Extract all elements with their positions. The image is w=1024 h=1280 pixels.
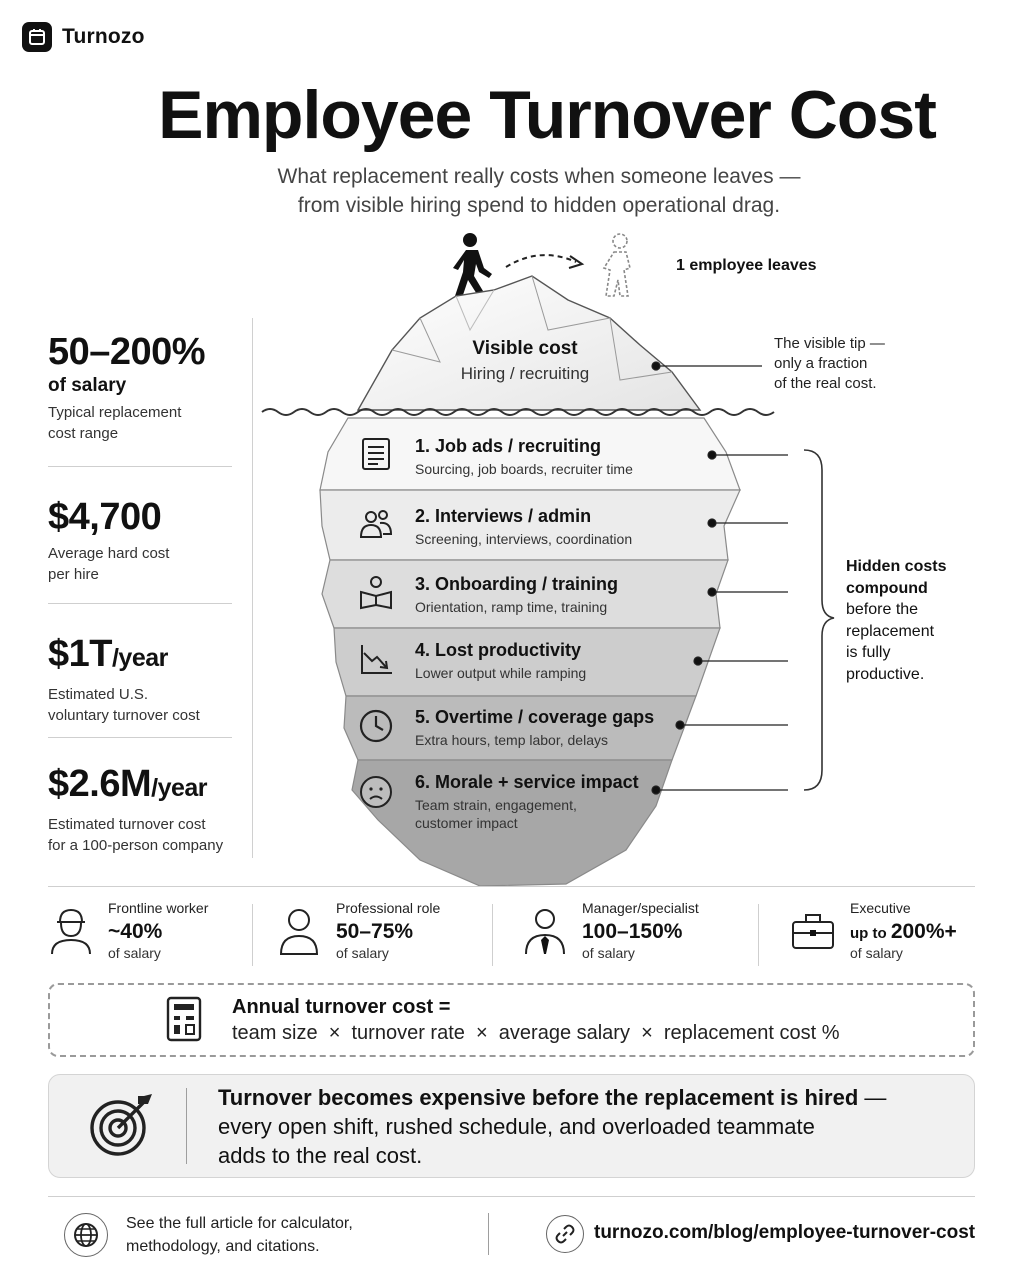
role-divider [252,904,253,966]
stat-desc [48,402,232,444]
stat-unit: /year [111,644,168,672]
layer-desc: Extra hours, temp labor, delays [415,732,608,748]
calculator-icon [164,996,204,1042]
tip-note [774,334,924,394]
formula-title: Annual turnover cost = [232,996,451,1018]
target-icon [88,1090,156,1158]
layer-onboarding [415,574,695,616]
callout-rest: — [858,1085,887,1110]
role-label: Manager/specialist [582,900,699,916]
role-label: Frontline worker [108,900,209,916]
person-icon [276,906,322,956]
role-executive [790,900,957,961]
stats-divider [252,318,253,858]
page-title: Employee Turnover Cost [158,77,936,153]
layer-title: 2. Interviews / admin [415,506,592,526]
layer-desc: Team strain, engagement, [415,797,577,813]
hidden-note-line: productive. [846,665,925,683]
footer-note [126,1212,353,1258]
hidden-note-line: before the [846,601,919,619]
role-divider [758,904,759,966]
role-value: 100–150% [582,920,683,943]
subtitle-line-1: What replacement really costs when someone leaves — [277,165,801,188]
layer-title: 4. Lost productivity [415,640,582,660]
briefcase-icon [790,906,836,956]
manager-icon [522,906,568,956]
link-icon[interactable] [546,1215,584,1253]
visible-cost-desc: Hiring / recruiting [460,364,590,383]
callout-text [218,1083,938,1170]
role-text [582,900,699,961]
stat-value [48,762,232,810]
bracket [804,450,834,790]
departed-person-icon [604,234,630,296]
role-text [108,900,208,961]
footer-note-line: methodology, and citations. [126,1238,320,1255]
role-sub: of salary [336,945,389,961]
role-prefix: up to [850,925,891,942]
layer-desc: Screening, interviews, coordination [415,531,633,547]
layer-desc: customer impact [415,815,518,831]
people-icon [358,506,394,542]
tip-note-line: of the real cost. [774,375,877,392]
layer-title: 1. Job ads / recruiting [415,436,602,456]
hidden-note-line: Hidden costs [846,558,947,575]
callout-line [218,1083,938,1112]
hidden-note-line: is fully [846,644,891,662]
subtitle-line-2: from visible hiring spend to hidden operational drag. [297,194,781,217]
stats-column [48,318,232,856]
layer-title: 3. Onboarding / training [415,574,619,594]
visible-cost-title: Visible cost [472,338,578,359]
divider [48,886,975,887]
layer-title: 6. Morale + service impact [415,772,639,792]
stat-hard-cost [48,467,232,603]
stat-desc-line: for a 100-person company [48,837,224,854]
role-label: Professional role [336,900,441,916]
role-text [336,900,440,961]
arrow-icon [506,255,582,268]
formula-expression: team size × turnover rate × average salary × replacement cost % [232,1022,840,1044]
role-value [850,920,957,944]
visible-cost-label [440,338,610,384]
callout-bold: Turnover becomes expensive before the replacement is hired [218,1085,859,1110]
article-link[interactable]: turnozo.com/blog/employee-turnover-cost [594,1222,976,1243]
stat-value: $4,700 [48,496,162,538]
stat-value: 50–200% [48,331,206,373]
stat-desc-line: per hire [48,566,99,583]
stat-unit: /year [151,774,208,802]
callout-line: every open shift, rushed schedule, and overloaded teammate [218,1114,815,1139]
stat-company-cost [48,738,232,856]
stat-desc-line: Typical replacement [48,404,182,421]
layer-title: 5. Overtime / coverage gaps [415,707,655,727]
hidden-note-line: compound [846,579,928,597]
globe-icon [64,1213,108,1257]
role-sub: of salary [850,945,903,961]
callout-line: adds to the real cost. [218,1143,423,1168]
layer-job-ads [415,436,695,478]
stat-desc [48,814,232,856]
stat-number: $1T [48,633,112,675]
stat-desc-line: cost range [48,425,119,442]
layer-desc: Sourcing, job boards, recruiter time [415,461,633,477]
stat-value [48,632,232,680]
role-text [850,900,957,961]
role-label: Executive [850,900,911,916]
layer-desc: Lower output while ramping [415,665,587,681]
worker-icon [48,906,94,956]
role-frontline [48,900,208,961]
stat-sub: of salary [48,375,127,396]
layer-lost-productivity [415,640,695,682]
stat-replacement-range [48,318,232,466]
stat-desc [48,684,232,726]
footer-note-line: See the full article for calculator, [126,1215,353,1232]
role-sub: of salary [582,945,635,961]
role-sub: of salary [108,945,161,961]
role-manager [522,900,699,961]
stat-desc [48,543,232,585]
layer-interviews [415,506,695,548]
stat-desc-line: Estimated turnover cost [48,816,206,833]
layer-desc: Orientation, ramp time, training [415,599,608,615]
role-number: 200%+ [890,920,957,943]
sad-face-icon [358,774,394,810]
role-value: ~40% [108,920,163,943]
reader-icon [358,575,394,611]
tip-note-line: The visible tip — [774,335,885,352]
trend-down-icon [358,641,394,677]
divider [48,1196,975,1197]
stat-desc-line: Estimated U.S. [48,686,149,703]
hidden-costs-note [846,556,976,686]
callout-divider [186,1088,187,1164]
employee-leaves-label: 1 employee leaves [676,257,817,274]
role-value: 50–75% [336,920,414,943]
footer-divider [488,1213,489,1255]
walking-person-icon [453,233,492,299]
document-icon [358,436,394,472]
layer-overtime [415,707,695,749]
stat-us-cost [48,604,232,737]
clock-icon [358,708,394,744]
layer-morale [415,772,695,832]
hidden-note-line: replacement [846,622,935,640]
stat-desc-line: voluntary turnover cost [48,707,200,724]
brand-name: Turnozo [62,25,145,48]
role-divider [492,904,493,966]
tip-note-line: only a fraction [774,355,868,372]
stat-desc-line: Average hard cost [48,545,170,562]
role-professional [276,900,440,961]
stat-number: $2.6M [48,763,152,805]
